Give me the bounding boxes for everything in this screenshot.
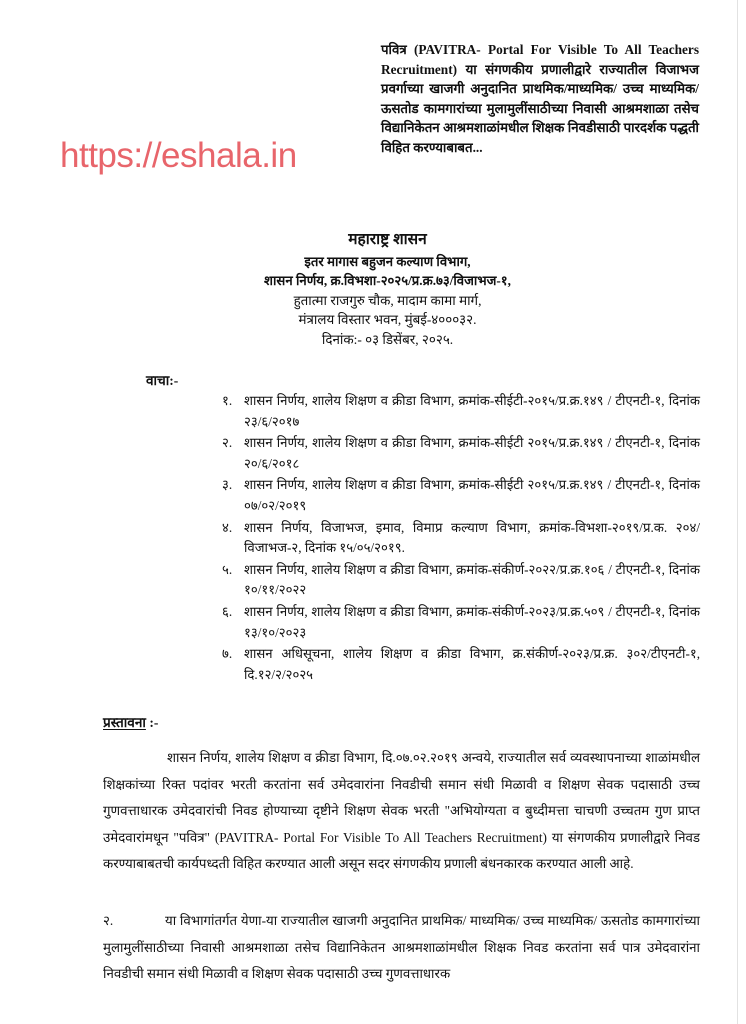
government-header bbox=[60, 229, 715, 349]
reference-number: १. bbox=[222, 393, 233, 408]
reference-text: शासन निर्णय, शालेय शिक्षण व क्रीडा विभाग, क्रमांक-संकीर्ण-२०२२/प्र.क्र.१०६ / टीएनटी-१, दिनांक १०/११/२०२२ bbox=[244, 561, 700, 598]
reference-number: ७. bbox=[222, 646, 233, 662]
preamble-paragraph-2 bbox=[103, 908, 700, 988]
reference-item bbox=[222, 433, 700, 474]
reference-text: शासन निर्णय, शालेय शिक्षण व क्रीडा विभाग, क्रमांक-सीईटी-२०१५/प्र.क्र.१४९ / टीएनटी-१, दिनांक २३/६/२०१७ bbox=[244, 393, 700, 429]
scan-edge-line bbox=[737, 0, 738, 1024]
paragraph-2-text: या विभागांतर्गत येणा-या राज्यातील खाजगी अनुदानित प्राथमिक/ माध्यमिक/ उच्च माध्यमिक/ ऊसतोड कामगारांच्या मुलामुलींसाठीच्या निवासी आश्रमशाळा तसेच विद्यानिकेतन आश्रमशाळांमधील शिक्षक निवड करतांना सर्व पात्र उमेदवारांना निवडीची समान संधी मिळावी व शिक्षण सेवक पदासाठी उच्च गुणवत्ताधारक bbox=[103, 913, 700, 981]
preamble-paragraph-1: शासन निर्णय, शालेय शिक्षण व क्रीडा विभाग, दि.०७.०२.२०१९ अन्वये, राज्यातील सर्व व्यवस्थापनाच्या शाळांमधील शिक्षकांच्या रिक्त पदांवर भरती करतांना सर्व उमेदवारांना निवडीची समान संधी मिळावी व शिक्षण सेवक पदासाठी उच्च गुणवत्ताधारक उमेदवारांची निवड होण्याच्या दृष्टीने शिक्षण सेवक भरती "अभियोग्यता व बुध्दीमत्ता चाचणी उच्चतम गुण प्राप्त उमेदवारांमधून "पवित्र" (PAVITRA- Portal For Visible To All Teachers Recruitment) या संगणकीय प्रणालीद्वारे निवड करण्याबाबतची कार्यपध्दती विहित करण्यात आली असून सदर संगणकीय प्रणाली बंधनकारक करण्यात आली आहे. bbox=[103, 750, 700, 871]
reference-text: शासन अधिसूचना, शालेय शिक्षण व क्रीडा विभाग, क्र.संकीर्ण-२०२३/प्र.क्र. ३०२/टीएनटी-१, दि.१२/२/२०२५ bbox=[244, 646, 700, 682]
site-watermark: https://eshala.in bbox=[60, 136, 297, 175]
subject-block: पवित्र (PAVITRA- Portal For Visible To All Teachers Recruitment) या संगणकीय प्रणालीद्वारे राज्यातील विजाभज प्रवर्गाच्या खाजगी अनुदानित प्राथमिक/माध्यमिक/ उच्च माध्यमिक/ ऊसतोड कामगारांच्या मुलामुलींसाठीच्या निवासी आश्रमशाळा तसेच विद्यानिकेतन आश्रमशाळांमधील शिक्षक निवडीसाठी पारदर्शक पद्धती विहित करण्याबाबत... bbox=[381, 42, 699, 155]
references-list bbox=[222, 391, 700, 686]
reference-item bbox=[222, 560, 700, 601]
reference-number: ३. bbox=[222, 477, 233, 493]
preamble-heading-suffix: :- bbox=[145, 715, 159, 730]
resolution-number: शासन निर्णय, क्र.विभशा-२०२५/प्र.क्र.७३/विजाभज-१, bbox=[264, 273, 511, 289]
address-line-2: मंत्रालय विस्तार भवन, मुंबई-४०००३२. bbox=[298, 312, 477, 328]
reference-item bbox=[222, 391, 700, 432]
paragraph-2-number: २. bbox=[103, 913, 114, 928]
issue-date: दिनांक:- ०३ डिसेंबर, २०२५. bbox=[321, 331, 454, 347]
government-title: महाराष्ट्र शासन bbox=[348, 231, 427, 248]
address-line-1: हुतात्मा राजगुरु चौक, मादाम कामा मार्ग, bbox=[293, 292, 482, 308]
preamble-heading bbox=[103, 712, 158, 731]
reference-item bbox=[222, 602, 700, 643]
references-label: वाचा:- bbox=[146, 373, 179, 388]
reference-number: ६. bbox=[222, 603, 233, 619]
reference-text: शासन निर्णय, विजाभज, इमाव, विमाप्र कल्याण विभाग, क्रमांक-विभशा-२०१९/प्र.क. २०४/विजाभज-२, दिनांक १५/०५/२०१९. bbox=[244, 519, 700, 556]
reference-item bbox=[222, 644, 700, 685]
reference-item bbox=[222, 518, 700, 559]
reference-number: ५. bbox=[222, 561, 233, 577]
reference-number: ४. bbox=[222, 519, 233, 535]
reference-text: शासन निर्णय, शालेय शिक्षण व क्रीडा विभाग, क्रमांक-सीईटी २०१५/प्र.क्र.१४९ / टीएनटी-१, दिनांक २०/६/२०१८ bbox=[244, 435, 700, 471]
preamble-heading-text: प्रस्तावना bbox=[103, 715, 146, 730]
reference-number: २. bbox=[222, 435, 233, 451]
reference-text: शासन निर्णय, शालेय शिक्षण व क्रीडा विभाग, क्रमांक-संकीर्ण-२०२३/प्र.क्र.५०९ / टीएनटी-१, दिनांक १३/१०/२०२३ bbox=[244, 603, 700, 640]
reference-item bbox=[222, 475, 700, 516]
department-name: इतर मागास बहुजन कल्याण विभाग, bbox=[304, 254, 471, 269]
reference-text: शासन निर्णय, शालेय शिक्षण व क्रीडा विभाग, क्रमांक-सीईटी २०१५/प्र.क्र.१४९ / टीएनटी-१, दिनांक ०७/०२/२०१९ bbox=[244, 477, 700, 513]
